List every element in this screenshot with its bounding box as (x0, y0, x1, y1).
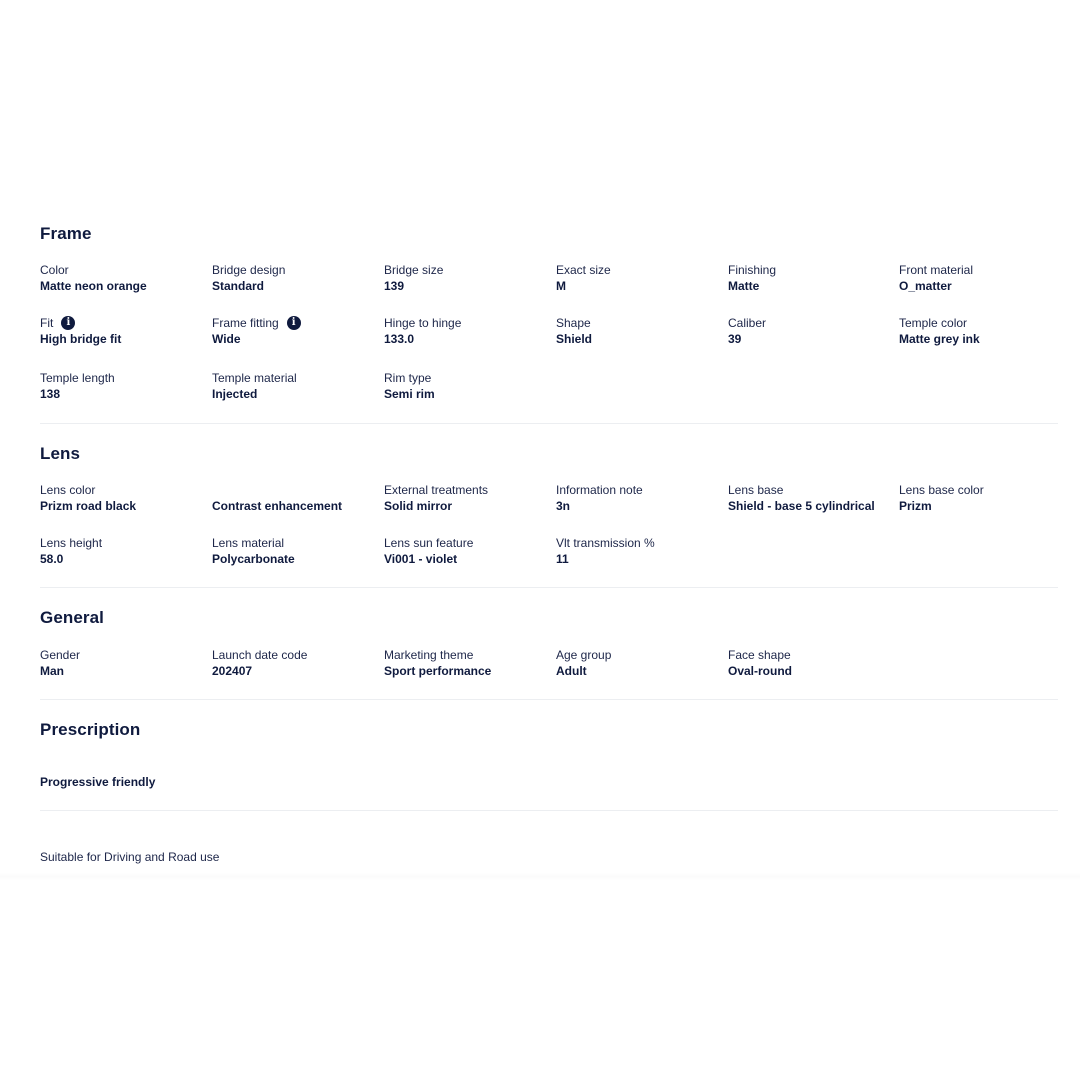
attr-progressive-friendly (40, 775, 210, 789)
attr-label: Temple length (40, 371, 115, 385)
attr-contrast (212, 483, 382, 513)
attr-value: 139 (384, 279, 405, 293)
attr-vlt-transmission (556, 536, 726, 566)
attr-label: External treatments (384, 483, 489, 497)
prescription-section-title: Prescription (40, 720, 141, 739)
attr-label: Color (40, 263, 69, 277)
attr-lens-sun-feature (384, 536, 554, 566)
attr-value: Man (40, 664, 64, 678)
attr-value: 138 (40, 387, 61, 401)
attr-value: Shield (556, 332, 593, 346)
attr-value: Matte neon orange (40, 279, 147, 293)
attr-marketing-theme (384, 648, 554, 678)
attr-value: High bridge fit (40, 332, 122, 346)
attr-temple-material (212, 371, 382, 401)
attr-face-shape (728, 648, 898, 678)
attr-value: Polycarbonate (212, 552, 295, 566)
attr-label: Caliber (728, 316, 767, 330)
attr-value: Progressive friendly (40, 775, 156, 789)
attr-label: Hinge to hinge (384, 316, 462, 330)
attr-rim-type (384, 371, 554, 401)
attr-value: 39 (728, 332, 742, 346)
section-divider (40, 699, 1058, 700)
attr-label: Lens base color (899, 483, 984, 497)
attr-label: Frame fitting (212, 316, 279, 330)
attr-label: Finishing (728, 263, 777, 277)
attr-value: Prizm (899, 499, 932, 513)
attr-temple-length (40, 371, 210, 401)
attr-lens-color (40, 483, 210, 513)
attr-lens-height (40, 536, 210, 566)
attr-value: Wide (212, 332, 241, 346)
attr-value: Sport performance (384, 664, 492, 678)
attr-lens-material (212, 536, 382, 566)
attr-hinge-to-hinge (384, 316, 554, 346)
attr-front-material (899, 263, 1069, 293)
attr-value: 202407 (212, 664, 253, 678)
attr-value: 3n (556, 499, 571, 513)
attr-lens-base (728, 483, 898, 513)
attr-value: Prizm road black (40, 499, 137, 513)
attr-shape (556, 316, 726, 346)
attr-value: Injected (212, 387, 258, 401)
attr-label: Lens material (212, 536, 285, 550)
attr-label: Lens height (40, 536, 103, 550)
attr-value: Matte grey ink (899, 332, 980, 346)
attr-label: Front material (899, 263, 974, 277)
attr-label: Lens base (728, 483, 784, 497)
attr-label: Information note (556, 483, 643, 497)
info-icon[interactable]: i (61, 316, 75, 330)
attr-frame-fitting (212, 316, 382, 346)
attr-caliber (728, 316, 898, 346)
attr-value: 58.0 (40, 552, 64, 566)
attr-value: Standard (212, 279, 265, 293)
attr-exact-size (556, 263, 726, 293)
attr-value: Shield - base 5 cylindrical (728, 499, 875, 513)
attr-bridge-design (212, 263, 382, 293)
attr-color (40, 263, 210, 293)
attr-label-row (40, 316, 210, 330)
attr-label: Gender (40, 648, 81, 662)
attr-value: 133.0 (384, 332, 415, 346)
attr-external-treatments (384, 483, 554, 513)
attr-value: Semi rim (384, 387, 435, 401)
attr-label: Bridge design (212, 263, 286, 277)
attr-label: Temple material (212, 371, 297, 385)
attr-label (212, 483, 382, 497)
attr-label: Marketing theme (384, 648, 474, 662)
usage-note: Suitable for Driving and Road use (40, 850, 220, 864)
frame-section-title: Frame (40, 224, 92, 243)
general-section-title: General (40, 608, 105, 627)
panel-bottom-edge (0, 873, 1080, 881)
attr-label: Exact size (556, 263, 611, 277)
section-divider (40, 423, 1058, 424)
attr-label: Face shape (728, 648, 791, 662)
attr-label: Lens color (40, 483, 96, 497)
attr-label: Launch date code (212, 648, 308, 662)
info-icon[interactable]: i (287, 316, 301, 330)
attr-lens-base-color (899, 483, 1069, 513)
attr-label: Shape (556, 316, 591, 330)
attr-bridge-size (384, 263, 554, 293)
attr-value: M (556, 279, 566, 293)
attr-value: 11 (556, 552, 569, 566)
attr-label: Vlt transmission % (556, 536, 655, 550)
attr-launch-date-code (212, 648, 382, 678)
attr-label: Bridge size (384, 263, 444, 277)
section-divider (40, 810, 1058, 811)
attr-value: Solid mirror (384, 499, 453, 513)
attr-information-note (556, 483, 726, 513)
attr-label-row (212, 316, 382, 330)
attr-label: Fit (40, 316, 54, 330)
attr-finishing (728, 263, 898, 293)
attr-label: Lens sun feature (384, 536, 474, 550)
attr-value: Matte (728, 279, 760, 293)
attr-age-group (556, 648, 726, 678)
section-divider (40, 587, 1058, 588)
lens-section-title: Lens (40, 444, 81, 463)
attr-gender (40, 648, 210, 678)
attr-value: Contrast enhancement (212, 499, 343, 513)
attr-value: Adult (556, 664, 587, 678)
attr-label: Rim type (384, 371, 432, 385)
attr-fit (40, 316, 210, 346)
attr-value: Oval-round (728, 664, 793, 678)
attr-label: Temple color (899, 316, 968, 330)
attr-value: Vi001 - violet (384, 552, 458, 566)
attr-label: Age group (556, 648, 612, 662)
attr-temple-color (899, 316, 1069, 346)
attr-value: O_matter (899, 279, 952, 293)
